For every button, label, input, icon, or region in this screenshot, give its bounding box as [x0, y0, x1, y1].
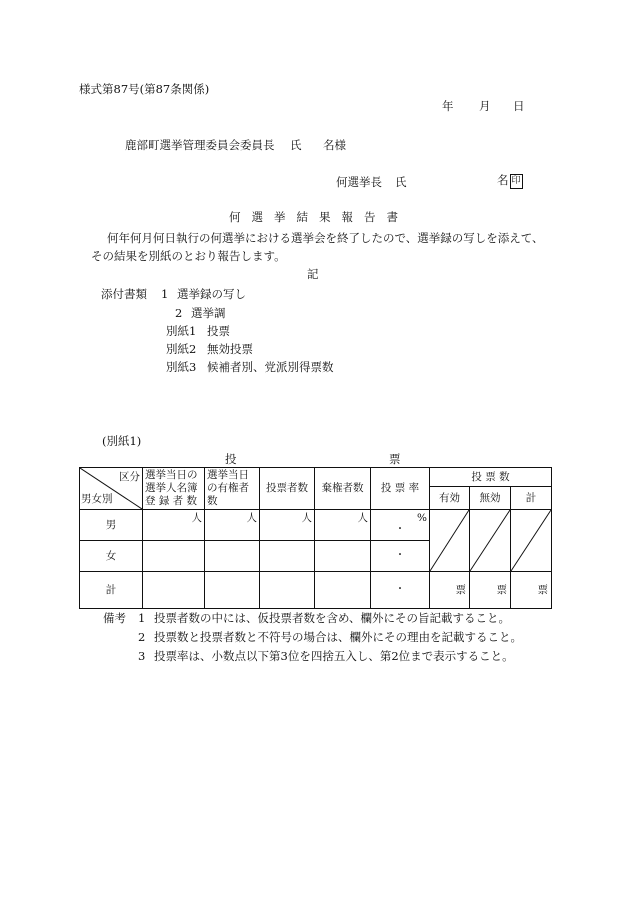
- cell-total-abstain: [315, 572, 371, 609]
- cell-male-voters: [260, 510, 315, 541]
- header-total: 計: [511, 487, 552, 510]
- unit-percent: %: [417, 512, 427, 524]
- cell-votes-valid-diagonal: [430, 510, 470, 572]
- decimal-dot: ・: [394, 523, 406, 535]
- annex-text-3: 候補者別、党派別得票数: [207, 360, 334, 374]
- decimal-dot: ・: [394, 583, 406, 595]
- cell-total-invalid: 票: [470, 572, 511, 609]
- header-registered-1: 選挙当日の: [145, 469, 198, 481]
- annex-text-2: 無効投票: [207, 342, 253, 356]
- header-abstain: 棄権者数: [315, 468, 371, 510]
- annex-num-1: 別紙1: [166, 324, 197, 338]
- attachments-label: 添付書類: [101, 287, 147, 301]
- header-invalid: 無効: [470, 487, 511, 510]
- corner-danjo: 男女別: [81, 493, 113, 505]
- annex-num-2: 別紙2: [166, 342, 197, 356]
- seal-mark: 印: [510, 174, 523, 189]
- note-text-2: 投票数と投票者数と不符号の場合は、欄外にその理由を記載すること。: [154, 630, 522, 644]
- cell-female-eligible: [205, 541, 260, 572]
- corner-kubun: 区分: [119, 471, 140, 483]
- diagonal-line: [430, 510, 469, 571]
- cell-total-rate: [371, 572, 430, 609]
- row-label-male: 男: [80, 510, 143, 541]
- header-valid: 有効: [430, 487, 470, 510]
- diagonal-line: [511, 510, 551, 571]
- annex-num-3: 別紙3: [166, 360, 197, 374]
- date-day: 日: [513, 99, 525, 113]
- sender-mei-wrap: [497, 173, 523, 189]
- cell-votes-invalid-diagonal: [470, 510, 511, 572]
- body-line-1: 何年何月何日執行の何選挙における選挙会を終了したので、選挙録の写しを添えて、: [107, 231, 544, 245]
- form-number-label: 様式第87号(第87条関係): [79, 82, 210, 96]
- header-eligible: [205, 468, 260, 510]
- addressee-org: 鹿部町選挙管理委員会委員長: [125, 138, 275, 152]
- header-eligible-2: の有権者: [207, 482, 249, 494]
- cell-total-eligible: [205, 572, 260, 609]
- note-num-1: 1: [138, 611, 146, 625]
- attachment-text-2: 選挙調: [191, 306, 226, 320]
- corner-header: [80, 468, 143, 510]
- table-title-right: 票: [389, 452, 401, 466]
- header-registered-3: 登 録 者 数: [145, 495, 198, 507]
- cell-male-eligible: [205, 510, 260, 541]
- cell-male-abstain: [315, 510, 371, 541]
- cell-votes-total-diagonal: [511, 510, 552, 572]
- unit-person: 人: [357, 512, 368, 524]
- unit-person: 人: [246, 512, 257, 524]
- cell-male-registered: [143, 510, 205, 541]
- addressee-mei: 名様: [323, 138, 346, 152]
- row-label-female: 女: [80, 541, 143, 572]
- cell-total-valid: 票: [430, 572, 470, 609]
- table-title-left: 投: [225, 452, 237, 466]
- sender-shi: 氏: [395, 175, 407, 189]
- note-num-3: 3: [138, 649, 146, 663]
- cell-female-registered: [143, 541, 205, 572]
- header-registered-2: 選挙人名簿: [145, 482, 198, 494]
- vote-table: [79, 467, 552, 609]
- attachment-text-1: 選挙録の写し: [177, 287, 246, 301]
- document-title: 何選挙結果報告書: [229, 210, 409, 224]
- attachment-num-2: 2: [175, 306, 183, 320]
- header-eligible-1: 選挙当日: [207, 469, 249, 481]
- annex-label: (別紙1): [102, 434, 142, 448]
- diagonal-line: [470, 510, 510, 571]
- cell-female-rate: [371, 541, 430, 572]
- header-rate: 投 票 率: [371, 468, 430, 510]
- table-row-male: [80, 510, 552, 541]
- sender-mei: 名: [497, 173, 509, 187]
- cell-total-total: 票: [511, 572, 552, 609]
- header-voters: 投票者数: [260, 468, 315, 510]
- header-votes-group: 投 票 数: [430, 468, 552, 487]
- date-month: 月: [479, 99, 491, 113]
- unit-person: 人: [191, 512, 202, 524]
- header-registered: [143, 468, 205, 510]
- addressee-shi: 氏: [290, 138, 302, 152]
- unit-person: 人: [301, 512, 312, 524]
- row-label-total: 計: [80, 572, 143, 609]
- attachment-num-1: 1: [161, 287, 169, 301]
- ki-heading: 記: [307, 267, 319, 281]
- cell-female-voters: [260, 541, 315, 572]
- cell-total-registered: [143, 572, 205, 609]
- date-year: 年: [442, 99, 454, 113]
- cell-total-voters: [260, 572, 315, 609]
- header-eligible-3: 数: [207, 495, 218, 507]
- body-line-2: その結果を別紙のとおり報告します。: [91, 249, 286, 263]
- cell-female-abstain: [315, 541, 371, 572]
- cell-male-rate: [371, 510, 430, 541]
- note-num-2: 2: [138, 630, 146, 644]
- notes-label: 備考: [103, 611, 126, 625]
- annex-text-1: 投票: [207, 324, 230, 338]
- decimal-dot: ・: [394, 549, 406, 561]
- sender-title: 何選挙長: [336, 175, 382, 189]
- note-text-1: 投票者数の中には、仮投票者数を含め、欄外にその旨記載すること。: [154, 611, 511, 625]
- note-text-3: 投票率は、小数点以下第3位を四捨五入し、第2位まで表示すること。: [154, 649, 514, 663]
- table-row-total: [80, 572, 552, 609]
